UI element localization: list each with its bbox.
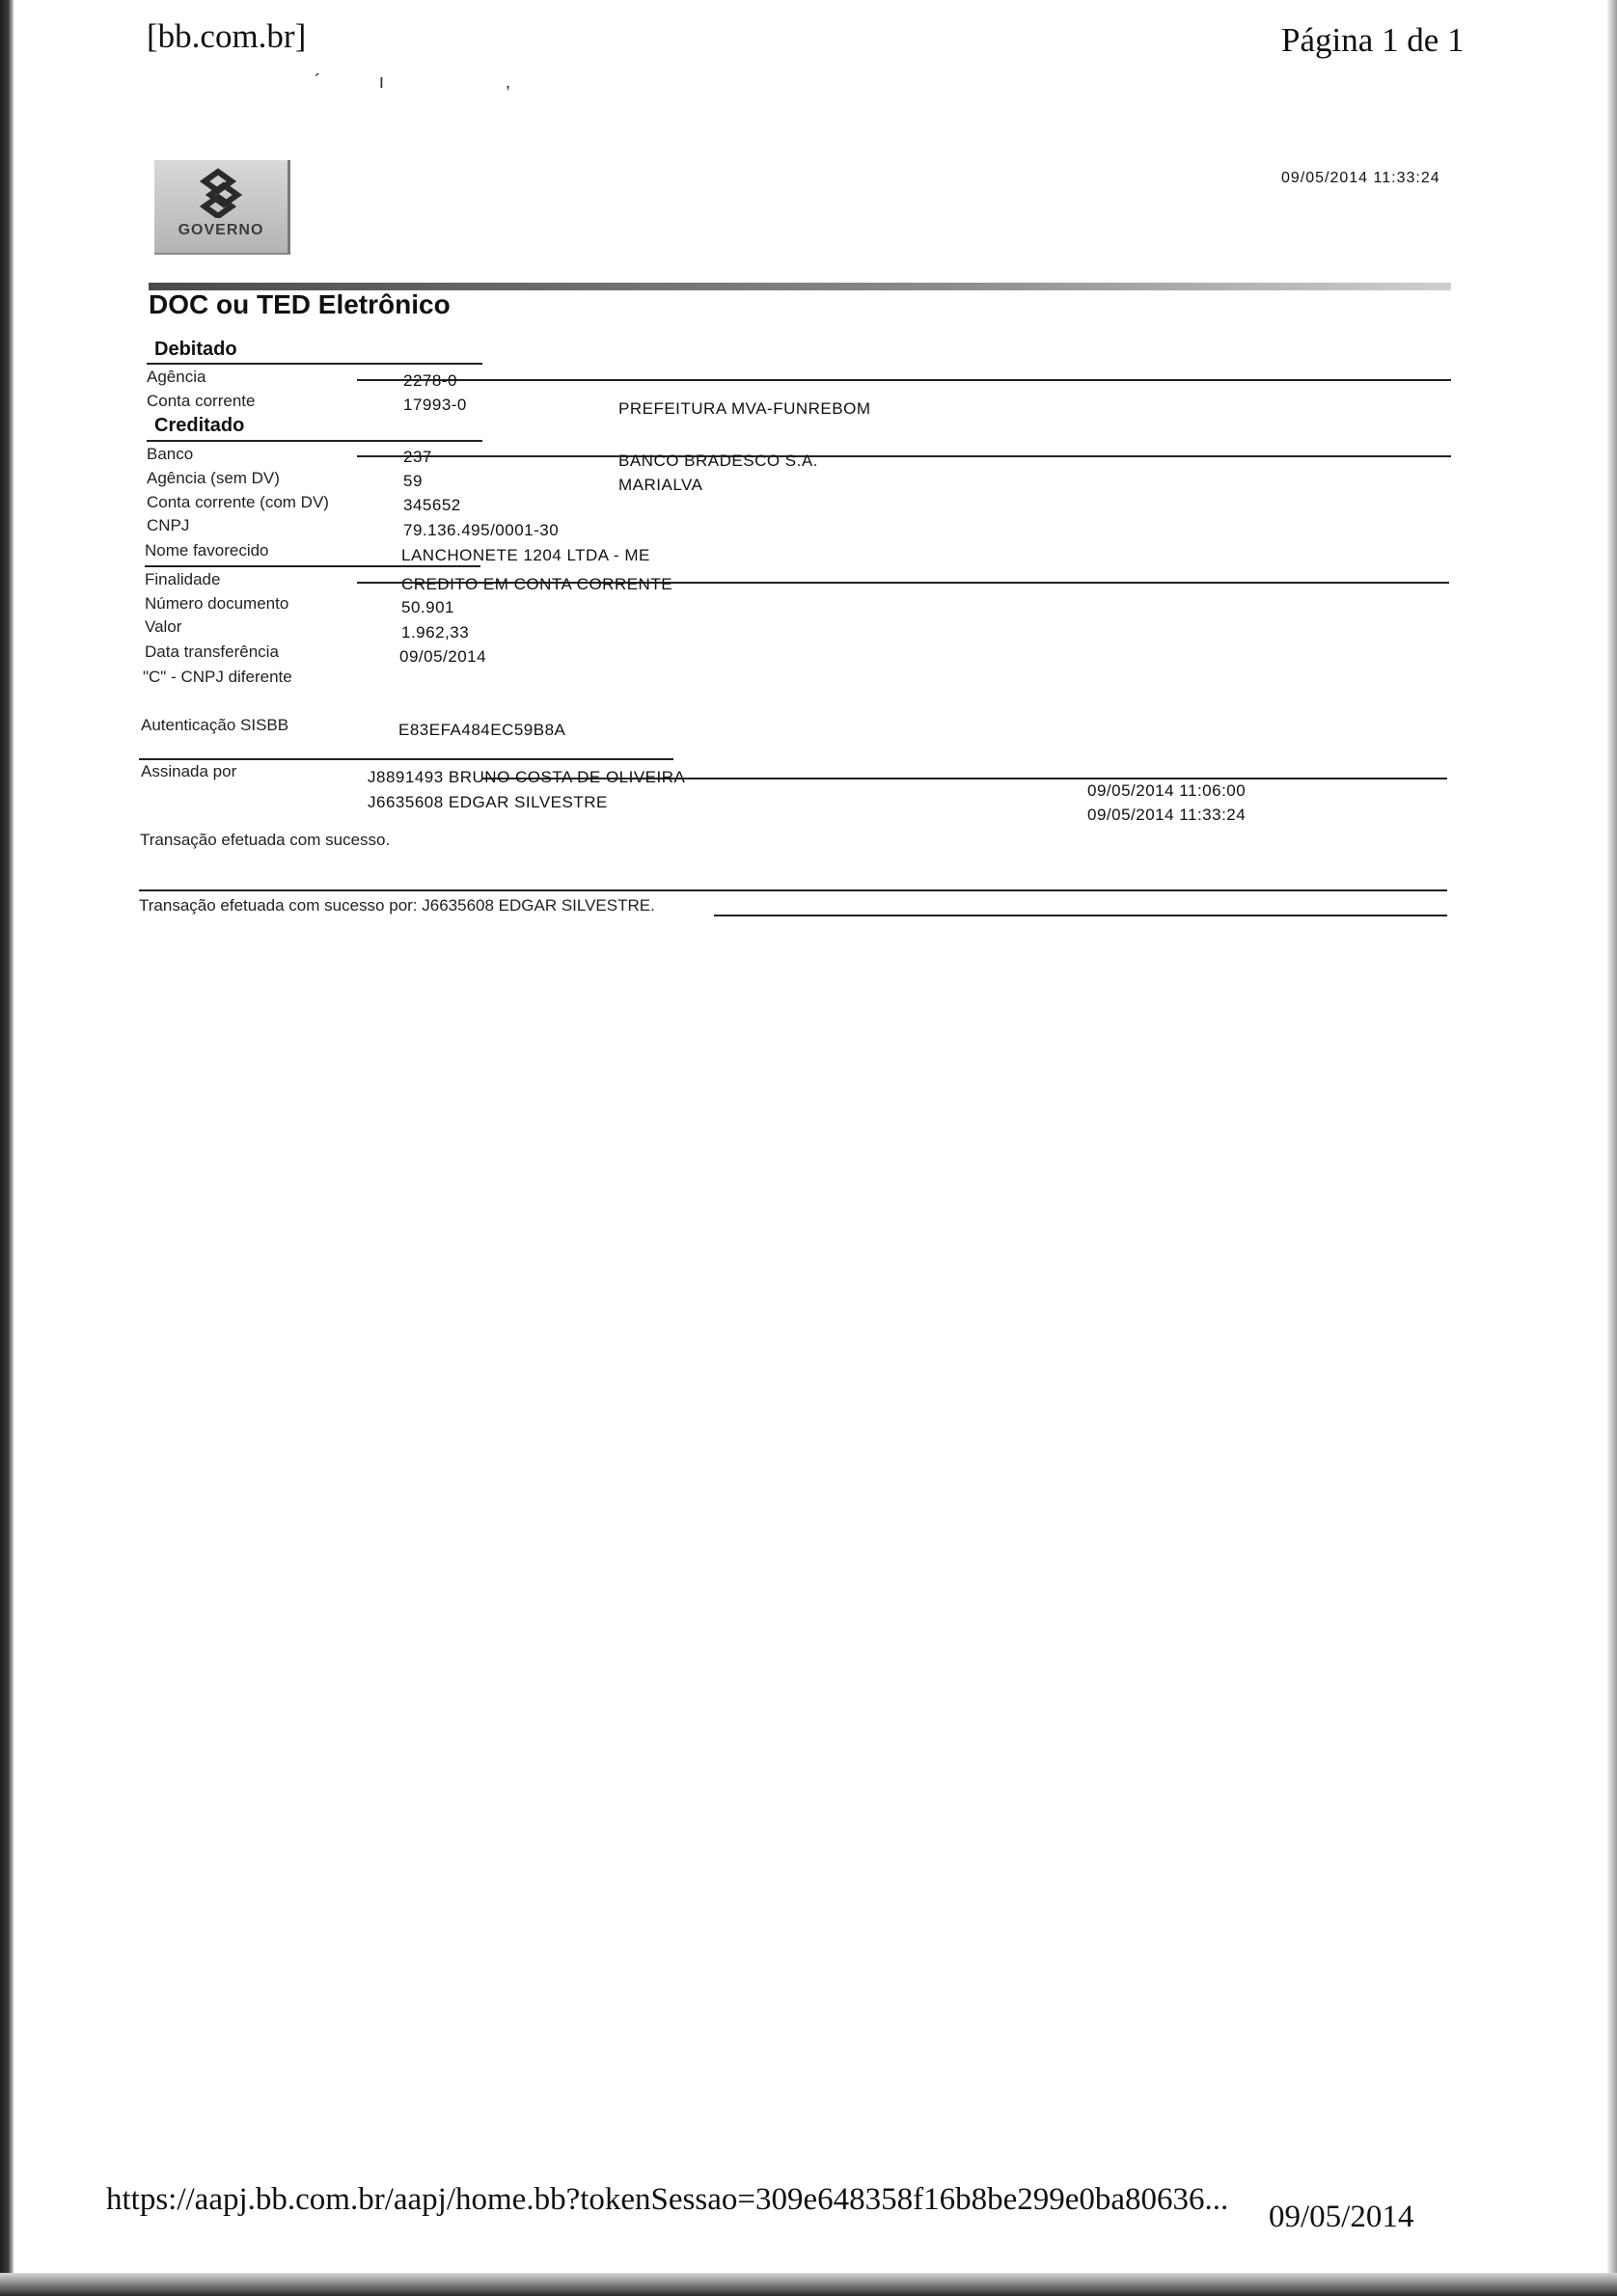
scan-edge-bottom [0,2273,1617,2296]
credit-agencia-name: MARIALVA [618,476,703,494]
row-divider [357,455,1451,457]
finalidade-label: Finalidade [145,570,221,588]
debit-conta-value: 17993-0 [403,396,467,414]
credit-cnpj-label: CNPJ [147,516,190,534]
section-divider [147,440,482,442]
section-creditado-heading: Creditado [154,415,245,436]
section-debitado-heading: Debitado [154,339,237,360]
print-footer-date: 09/05/2014 [1269,2200,1414,2234]
print-header-pagination: Página 1 de 1 [1281,21,1465,59]
credit-conta-value: 345652 [403,496,461,514]
credit-agencia-value: 59 [403,472,423,490]
credit-conta-label: Conta corrente (com DV) [147,493,329,511]
valor-label: Valor [145,617,182,636]
logo-text: GOVERNO [178,222,264,238]
credit-nome-label: Nome favorecido [145,541,269,560]
assinada-por-label: Assinada por [141,762,237,780]
print-footer-url: https://aapj.bb.com.br/aapj/home.bb?tokenSessao=309e648358f16b8be299e0ba80636... [106,2182,1229,2217]
print-timestamp: 09/05/2014 11:33:24 [1281,170,1440,186]
section-divider [139,758,673,760]
numero-documento-label: Número documento [145,594,289,613]
status-message: Transação efetuada com sucesso. [140,831,391,849]
debit-conta-name: PREFEITURA MVA-FUNREBOM [618,399,871,418]
signer-1-name: J8891493 BRUNO COSTA DE OLIVEIRA [368,768,686,786]
credit-banco-name: BANCO BRADESCO S.A. [618,451,818,470]
debit-conta-label: Conta corrente [147,392,256,410]
print-header-site: [bb.com.br] [147,17,307,55]
signer-2-datetime: 09/05/2014 11:33:24 [1087,806,1247,824]
credit-banco-label: Banco [147,445,194,463]
debit-agencia-value: 2278-0 [403,371,457,390]
numero-documento-value: 50.901 [401,598,454,616]
signer-1-datetime: 09/05/2014 11:06:00 [1087,781,1247,800]
credit-nome-value: LANCHONETE 1204 LTDA - ME [401,546,650,564]
finalidade-value: CREDITO EM CONTA CORRENTE [401,575,673,593]
credit-cnpj-value: 79.136.495/0001-30 [403,521,560,539]
data-transferencia-value: 09/05/2014 [399,647,487,666]
confirmation-divider [139,889,1447,891]
scan-edge-right [1607,0,1617,2296]
cnpj-diferente-note: "C" - CNPJ diferente [143,668,292,686]
governo-logo [154,160,290,255]
confirmation-underline [714,915,1447,916]
data-transferencia-label: Data transferência [145,642,279,661]
valor-value: 1.962,33 [401,623,470,642]
credit-banco-value: 237 [403,448,432,466]
banco-do-brasil-logo-icon [197,168,245,218]
page-title: DOC ou TED Eletrônico [149,289,451,319]
debit-agencia-label: Agência [147,368,206,386]
section-divider [145,565,480,567]
autenticacao-label: Autenticação SISBB [141,716,289,734]
section-divider [147,363,482,365]
signer-2-name: J6635608 EDGAR SILVESTRE [368,793,608,811]
credit-agencia-label: Agência (sem DV) [147,469,280,487]
final-confirmation-message: Transação efetuada com sucesso por: J6635608 EDGAR SILVESTRE. [139,896,655,915]
row-divider [357,379,1451,381]
scan-edge-left [0,0,14,2296]
scan-artifact-marks: ´ı , [315,71,569,93]
autenticacao-value: E83EFA484EC59B8A [398,721,566,739]
